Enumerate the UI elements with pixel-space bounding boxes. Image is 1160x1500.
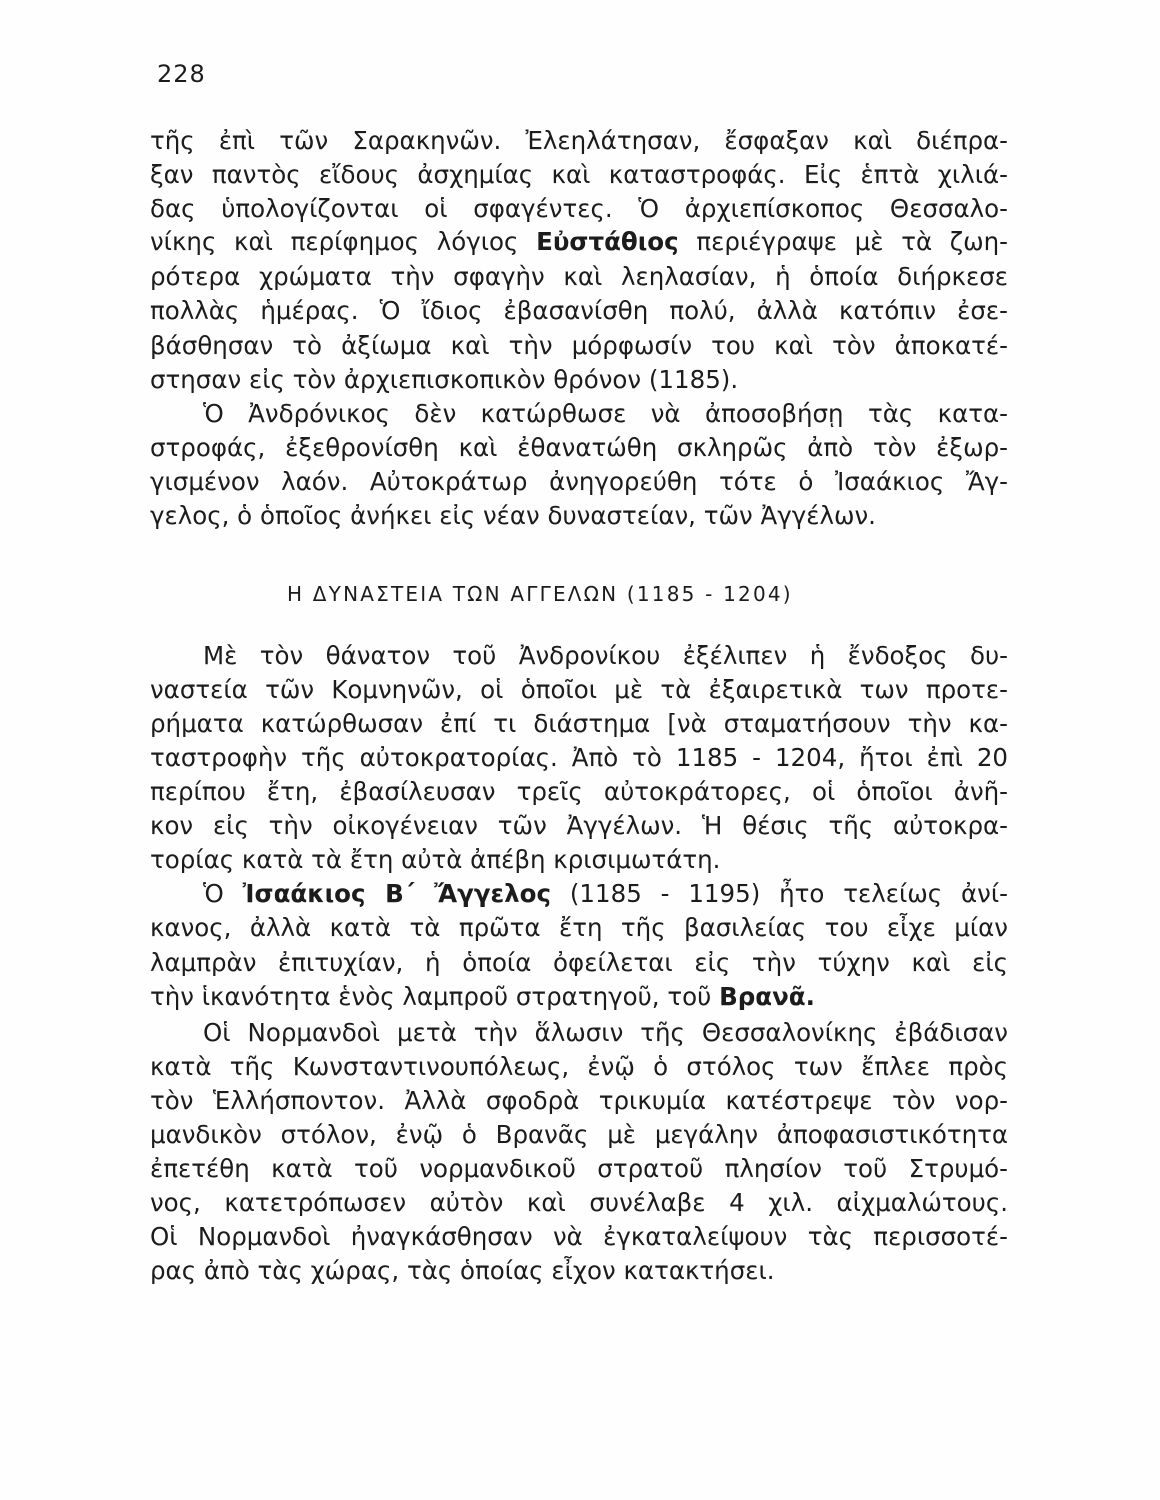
paragraph-1-line-5: ρότερα χρώματα τὴν σφαγὴν καὶ λεηλασίαν, ἡ ὁποία διήρκεσε: [150, 262, 1008, 291]
text-segment: Ὁ: [203, 879, 243, 908]
paragraph-1-line-2: ξαν παντὸς εἴδους ἀσχημίας καὶ καταστροφάς. Εἰς ἑπτὰ χιλιά-: [150, 160, 1008, 189]
paragraph-5-line-5: ἐπετέθη κατὰ τοῦ νορμανδικοῦ στρατοῦ πλησίον τοῦ Στρυμό-: [150, 1154, 1008, 1183]
bold-name-isaakios: Ἰσαάκιος Β΄ Ἄγγελος: [242, 879, 552, 908]
paragraph-1-line-8: στησαν εἰς τὸν ἀρχιεπισκοπικὸν θρόνον (1185).: [150, 365, 739, 394]
bold-name-vranas: Βρανᾶ.: [719, 982, 815, 1011]
page-number: 228: [157, 60, 206, 88]
paragraph-2-line-2: στροφάς, ἐξεθρονίσθη καὶ ἐθανατώθη σκληρῶς ἀπὸ τὸν ἐξωρ-: [150, 433, 1008, 462]
paragraph-5-line-4: μανδικὸν στόλον, ἐνῷ ὁ Βρανᾶς μὲ μεγάλην ἀποφασιστικότητα: [150, 1120, 1008, 1149]
paragraph-1-line-7: βάσθησαν τὸ ἀξίωμα καὶ τὴν μόρφωσίν του καὶ τὸν ἀποκατέ-: [150, 331, 1008, 360]
text-segment: περιέγραψε μὲ τὰ ζωη-: [678, 227, 1009, 256]
bold-name-eustathios: Εὐστάθιος: [536, 227, 679, 256]
paragraph-1-line-6: πολλὰς ἡμέρας. Ὁ ἴδιος ἐβασανίσθη πολύ, ἀλλὰ κατόπιν ἐσε-: [150, 296, 1008, 325]
paragraph-5-line-1: Οἱ Νορμανδοὶ μετὰ τὴν ἅλωσιν τῆς Θεσσαλονίκης ἐβάδισαν: [203, 1018, 1008, 1047]
paragraph-3-line-7: τορίας κατὰ τὰ ἔτη αὐτὰ ἀπέβη κρισιμωτάτη.: [150, 845, 721, 874]
paragraph-5-line-7: Οἱ Νορμανδοὶ ἠναγκάσθησαν νὰ ἐγκαταλείψουν τὰς περισσοτέ-: [150, 1222, 1008, 1251]
paragraph-2-line-3: γισμένον λαόν. Αὐτοκράτωρ ἀνηγορεύθη τότε ὁ Ἰσαάκιος Ἄγ-: [150, 467, 1008, 496]
paragraph-3-line-4: ταστροφὴν τῆς αὐτοκρατορίας. Ἀπὸ τὸ 1185 - 1204, ἤτοι ἐπὶ 20: [150, 743, 1008, 772]
paragraph-4-line-4: [150, 981, 1008, 1013]
paragraph-5-line-2: κατὰ τῆς Κωνσταντινουπόλεως, ἐνῷ ὁ στόλος των ἔπλεε πρὸς: [150, 1052, 1008, 1081]
paragraph-5-line-6: νος, κατετρόπωσεν αὐτὸν καὶ συνέλαβε 4 χιλ. αἰχμαλώτους.: [150, 1188, 1008, 1217]
paragraph-2-line-4: γελος, ὁ ὁποῖος ἀνήκει εἰς νέαν δυναστείαν, τῶν Ἀγγέλων.: [150, 501, 876, 530]
paragraph-4-line-3: λαμπρὰν ἐπιτυχίαν, ἡ ὁποία ὀφείλεται εἰς τὴν τύχην καὶ εἰς: [150, 948, 1008, 977]
paragraph-2-line-1: Ὁ Ἀνδρόνικος δὲν κατώρθωσε νὰ ἀποσοβήσῃ τὰς κατα-: [203, 399, 1008, 428]
section-heading: Η ΔΥΝΑΣΤΕΙΑ ΤΩΝ ΑΓΓΕΛΩΝ (1185 - 1204): [287, 582, 793, 606]
paragraph-1-line-4: [150, 226, 1008, 258]
paragraph-1-line-3: δας ὑπολογίζονται οἱ σφαγέντες. Ὁ ἀρχιεπίσκοπος Θεσσαλο-: [150, 194, 1008, 223]
paragraph-3-line-6: κον εἰς τὴν οἰκογένειαν τῶν Ἀγγέλων. Ἡ θέσις τῆς αὐτοκρα-: [150, 811, 1008, 840]
text-segment: (1185 - 1195) ἦτο τελείως ἀνί-: [551, 879, 1008, 908]
paragraph-1-line-1: τῆς ἐπὶ τῶν Σαρακηνῶν. Ἐλεηλάτησαν, ἔσφαξαν καὶ διέπρα-: [150, 126, 1008, 155]
paragraph-4-line-1: [203, 878, 1008, 910]
text-segment: τὴν ἱκανότητα ἑνὸς λαμπροῦ στρατηγοῦ, τοῦ: [150, 982, 720, 1011]
paragraph-5-line-8: ρας ἀπὸ τὰς χώρας, τὰς ὁποίας εἶχον κατακτήσει.: [150, 1256, 775, 1285]
paragraph-3-line-3: ρήματα κατώρθωσαν ἐπί τι διάστημα [νὰ σταματήσουν τὴν κα-: [150, 709, 1008, 738]
paragraph-3-line-5: περίπου ἔτη, ἐβασίλευσαν τρεῖς αὐτοκράτορες, οἱ ὁποῖοι ἀνῆ-: [150, 777, 1008, 806]
text-segment: νίκης καὶ περίφημος λόγιος: [150, 227, 537, 256]
paragraph-5-line-3: τὸν Ἑλλήσποντον. Ἀλλὰ σφοδρὰ τρικυμία κατέστρεψε τὸν νορ-: [150, 1086, 1008, 1115]
paragraph-4-line-2: κανος, ἀλλὰ κατὰ τὰ πρῶτα ἔτη τῆς βασιλείας του εἶχε μίαν: [150, 913, 1008, 942]
paragraph-3-line-2: ναστεία τῶν Κομνηνῶν, οἱ ὁποῖοι μὲ τὰ ἐξαιρετικὰ των προτε-: [150, 675, 1008, 704]
paragraph-3-line-1: Μὲ τὸν θάνατον τοῦ Ἀνδρονίκου ἐξέλιπεν ἡ ἔνδοξος δυ-: [203, 641, 1008, 670]
